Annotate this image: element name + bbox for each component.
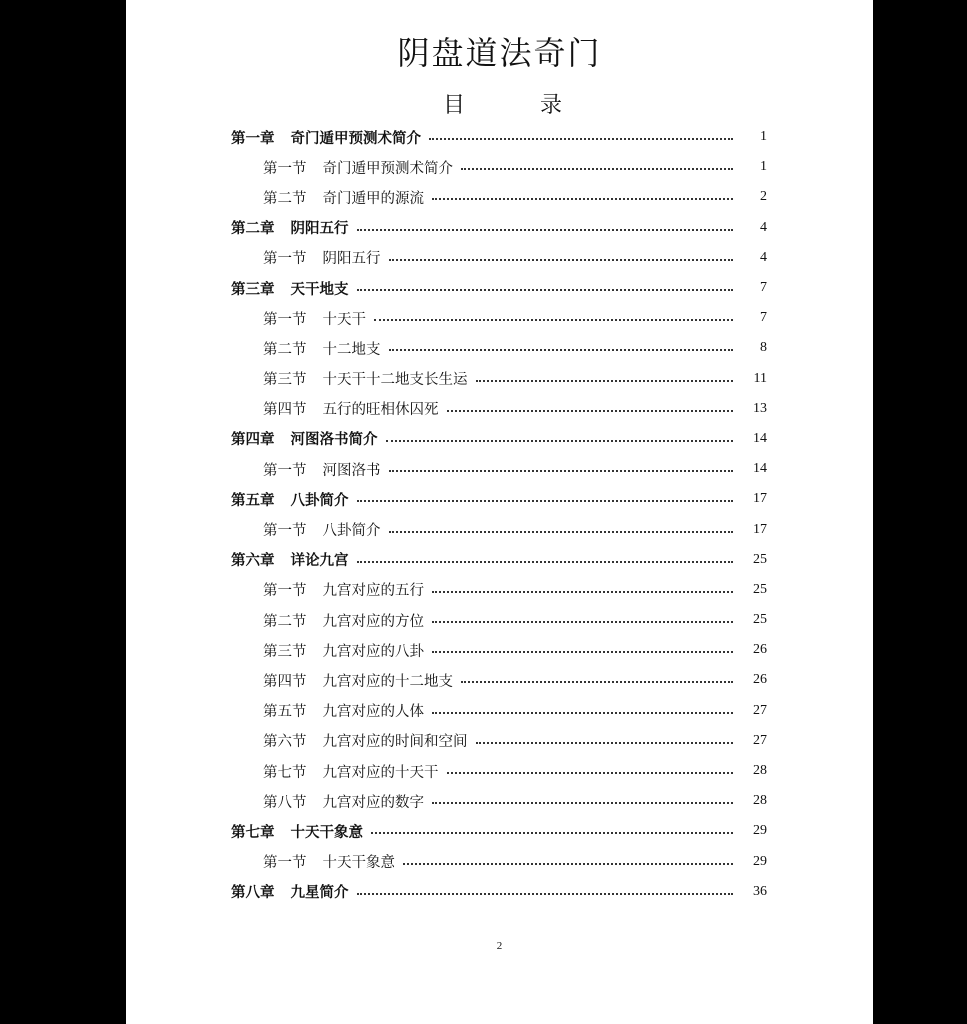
dot-leader <box>432 800 733 804</box>
toc-entry-title: 九宫对应的五行 <box>322 583 424 600</box>
dot-leader <box>389 347 734 351</box>
page-number: 2 <box>496 940 503 952</box>
toc-entry-page: 4 <box>760 249 767 265</box>
toc-entry-page: 29 <box>753 853 767 869</box>
toc-entry-number: 第二节 <box>263 190 307 207</box>
toc-entry-page: 29 <box>753 823 767 839</box>
dot-leader <box>357 287 734 291</box>
toc-entry-title: 九宫对应的时间和空间 <box>322 734 468 751</box>
toc-entry-page: 28 <box>753 763 767 779</box>
toc-entry-title: 河图洛书简介 <box>290 431 378 449</box>
toc-entry-number: 第一节 <box>263 160 307 177</box>
toc-entry-title: 十二地支 <box>322 341 381 358</box>
toc-entry-number: 第七章 <box>231 823 275 841</box>
toc-entry-page: 1 <box>760 129 767 145</box>
dot-leader <box>461 679 733 683</box>
toc-section-entry <box>231 394 767 424</box>
toc-chapter-entry <box>231 122 767 152</box>
toc-entry-number: 第四章 <box>231 431 275 449</box>
toc-entry-number: 第四节 <box>263 673 307 690</box>
toc-entry-page: 27 <box>753 702 767 718</box>
toc-entry-title: 九宫对应的人体 <box>322 704 424 721</box>
toc-entry-title: 九宫对应的八卦 <box>322 643 424 660</box>
dot-leader <box>432 619 733 623</box>
toc-chapter-entry <box>231 877 767 907</box>
toc-entry-page: 8 <box>760 340 767 356</box>
toc-chapter-entry <box>231 816 767 846</box>
toc-entry-page: 27 <box>753 732 767 748</box>
toc-entry-title: 十天干十二地支长生运 <box>322 372 468 389</box>
toc-entry-number: 第二节 <box>263 613 307 630</box>
toc-section-entry <box>231 364 767 394</box>
dot-leader <box>403 861 733 865</box>
dot-leader <box>389 257 734 261</box>
toc-entry-page: 26 <box>753 642 767 658</box>
toc-entry-number: 第一节 <box>263 462 307 479</box>
toc-entry-page: 25 <box>753 581 767 597</box>
toc-entry-page: 25 <box>753 612 767 628</box>
toc-section-entry <box>231 756 767 786</box>
toc-entry-page: 7 <box>760 310 767 326</box>
toc-entry-page: 14 <box>753 461 767 477</box>
toc-entry-title: 八卦简介 <box>290 491 349 509</box>
toc-entry-number: 第四节 <box>263 402 307 419</box>
toc-entry-number: 第七节 <box>263 764 307 781</box>
toc-entry-title: 天干地支 <box>290 280 349 298</box>
document-page <box>126 0 873 1024</box>
toc-entry-page: 28 <box>753 793 767 809</box>
toc-entry-number: 第六章 <box>231 552 275 570</box>
toc-entry-title: 奇门遁甲预测术简介 <box>290 129 421 147</box>
toc-entry-page: 25 <box>753 551 767 567</box>
toc-chapter-entry <box>231 213 767 243</box>
toc-entry-number: 第一节 <box>263 523 307 540</box>
toc-entry-title: 阴阳五行 <box>290 220 349 238</box>
toc-entry-title: 十天干 <box>322 311 366 328</box>
toc-entry-number: 第二章 <box>231 220 275 238</box>
toc-chapter-entry <box>231 424 767 454</box>
toc-entry-title: 八卦简介 <box>322 523 381 540</box>
dot-leader <box>357 559 734 563</box>
toc-section-entry <box>231 665 767 695</box>
dot-leader <box>386 438 734 442</box>
dot-leader <box>461 166 733 170</box>
dot-leader <box>447 770 734 774</box>
toc-entry-page: 17 <box>753 491 767 507</box>
toc-entry-number: 第六节 <box>263 734 307 751</box>
toc-entry-page: 7 <box>760 280 767 296</box>
toc-entry-number: 第五节 <box>263 704 307 721</box>
toc-entry-page: 2 <box>760 189 767 205</box>
toc-entry-number: 第五章 <box>231 491 275 509</box>
dot-leader <box>476 378 734 382</box>
dot-leader <box>476 740 734 744</box>
toc-entry-number: 第三节 <box>263 643 307 660</box>
dot-leader <box>389 529 734 533</box>
toc-entry-title: 九宫对应的方位 <box>322 613 424 630</box>
toc-entry-page: 17 <box>753 521 767 537</box>
toc-entry-title: 奇门遁甲的源流 <box>322 190 424 207</box>
dot-leader <box>374 317 733 321</box>
toc-entry-title: 河图洛书 <box>322 462 381 479</box>
toc-section-entry <box>231 243 767 273</box>
dot-leader <box>371 830 733 834</box>
dot-leader <box>432 710 733 714</box>
dot-leader <box>357 891 734 895</box>
dot-leader <box>429 136 733 140</box>
toc-section-entry <box>231 182 767 212</box>
dot-leader <box>432 649 733 653</box>
toc-entry-page: 11 <box>753 370 767 386</box>
toc-chapter-entry <box>231 545 767 575</box>
toc-entry-title: 九宫对应的数字 <box>322 794 424 811</box>
toc-chapter-entry <box>231 273 767 303</box>
toc-heading: 目 录 <box>443 93 596 118</box>
toc-entry-number: 第八章 <box>231 884 275 902</box>
toc-entry-page: 4 <box>760 219 767 235</box>
toc-section-entry <box>231 575 767 605</box>
toc-entry-number: 第八节 <box>263 794 307 811</box>
toc-entry-title: 十天干象意 <box>290 823 363 841</box>
table-of-contents <box>231 122 767 907</box>
toc-entry-number: 第一节 <box>263 311 307 328</box>
toc-entry-page: 13 <box>753 400 767 416</box>
toc-entry-title: 十天干象意 <box>322 855 395 872</box>
toc-entry-number: 第一节 <box>263 251 307 268</box>
toc-section-entry <box>231 786 767 816</box>
toc-section-entry <box>231 726 767 756</box>
dot-leader <box>357 227 734 231</box>
toc-entry-page: 1 <box>760 159 767 175</box>
toc-section-entry <box>231 605 767 635</box>
toc-entry-page: 26 <box>753 672 767 688</box>
toc-entry-number: 第三节 <box>263 372 307 389</box>
toc-entry-page: 36 <box>753 883 767 899</box>
toc-chapter-entry <box>231 484 767 514</box>
toc-entry-title: 九宫对应的十天干 <box>322 764 439 781</box>
toc-section-entry <box>231 696 767 726</box>
toc-section-entry <box>231 303 767 333</box>
dot-leader <box>389 468 734 472</box>
toc-section-entry <box>231 514 767 544</box>
toc-entry-title: 九星简介 <box>290 884 349 902</box>
toc-entry-number: 第一章 <box>231 129 275 147</box>
toc-entry-title: 九宫对应的十二地支 <box>322 673 453 690</box>
book-title: 阴盘道法奇门 <box>397 34 602 72</box>
toc-entry-number: 第一节 <box>263 855 307 872</box>
toc-entry-title: 阴阳五行 <box>322 251 381 268</box>
toc-entry-number: 第二节 <box>263 341 307 358</box>
dot-leader <box>357 498 734 502</box>
toc-section-entry <box>231 454 767 484</box>
toc-section-entry <box>231 635 767 665</box>
dot-leader <box>447 408 734 412</box>
toc-entry-title: 奇门遁甲预测术简介 <box>322 160 453 177</box>
toc-entry-number: 第一节 <box>263 583 307 600</box>
dot-leader <box>432 589 733 593</box>
dot-leader <box>432 196 733 200</box>
toc-entry-title: 详论九宫 <box>290 552 349 570</box>
toc-entry-title: 五行的旺相休囚死 <box>322 402 439 419</box>
toc-section-entry <box>231 333 767 363</box>
toc-section-entry <box>231 847 767 877</box>
toc-entry-page: 14 <box>753 430 767 446</box>
toc-section-entry <box>231 152 767 182</box>
toc-entry-number: 第三章 <box>231 280 275 298</box>
